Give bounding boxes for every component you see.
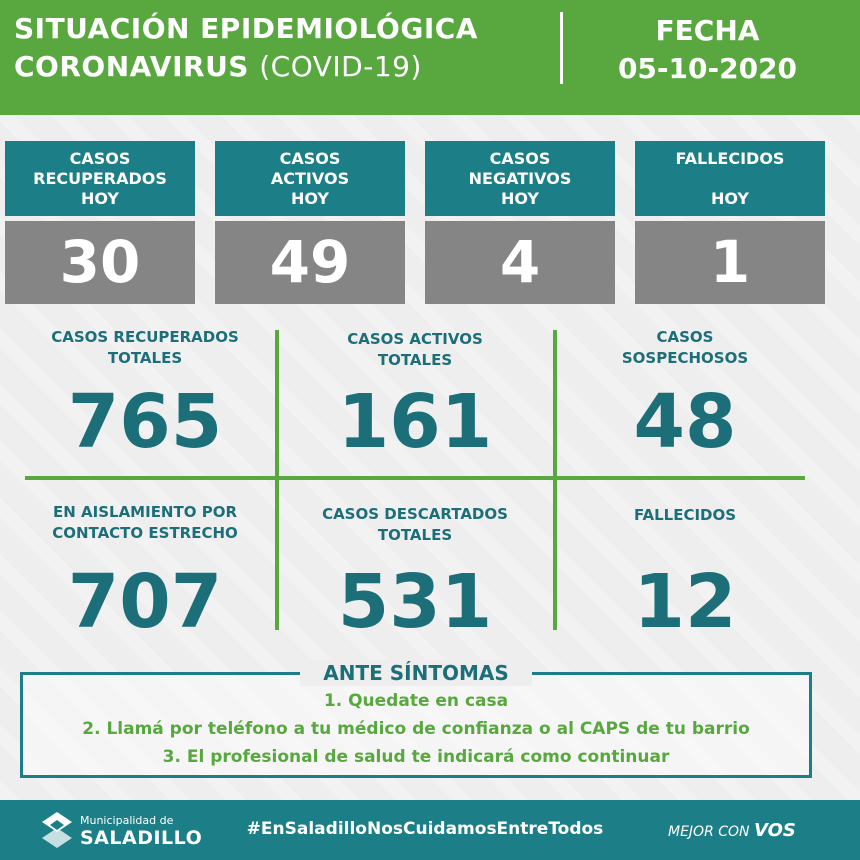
today-card-label	[5, 141, 195, 216]
today-card-label	[635, 141, 825, 216]
footer-banner	[0, 800, 860, 860]
sintomas-step-3: 3. El profesional de salud te indicará como continuar	[162, 747, 670, 767]
today-activos-card	[215, 141, 405, 304]
today-card-value: 49	[215, 221, 405, 304]
label-line: CONTACTO ESTRECHO	[52, 524, 238, 542]
header-title-coronavirus: CORONAVIRUS	[14, 50, 249, 83]
fecha-value: 05-10-2020	[617, 52, 798, 85]
label-line: TOTALES	[107, 349, 183, 367]
footer-slogan	[668, 820, 796, 841]
sintomas-title: ANTE SÍNTOMAS	[300, 660, 532, 686]
today-card-label	[215, 141, 405, 216]
footer-hashtag: #EnSaladilloNosCuidamosEntreTodos	[246, 819, 604, 839]
today-card-value: 4	[425, 221, 615, 304]
header-title-line1: SITUACIÓN EPIDEMIOLÓGICA	[14, 12, 478, 45]
header-divider	[560, 12, 563, 84]
label-line: CASOS	[69, 148, 131, 168]
total-activos-value: 161	[337, 379, 493, 465]
footer-logo-big-text: SALADILLO	[80, 827, 203, 849]
total-aislamiento-label	[20, 502, 270, 544]
total-activos-label	[290, 329, 540, 371]
label-line: FALLECIDOS	[675, 148, 785, 168]
header-title-covid: (COVID-19)	[259, 50, 422, 83]
footer-logo-small-text: Municipalidad de	[80, 814, 174, 827]
label-line: HOY	[290, 188, 329, 208]
grid-divider-vertical-2	[553, 330, 557, 630]
label-line: ACTIVOS	[270, 168, 350, 188]
label-line: HOY	[500, 188, 539, 208]
label-line: HOY	[80, 188, 119, 208]
today-card-value: 30	[5, 221, 195, 304]
label-line: FALLECIDOS	[633, 506, 737, 524]
label-line: CASOS ACTIVOS	[347, 330, 483, 348]
municipal-logo-icon	[38, 810, 76, 850]
label-line: SOSPECHOSOS	[621, 349, 749, 367]
sintomas-step-1: 1. Quedate en casa	[323, 691, 509, 711]
label-line: HOY	[710, 188, 749, 208]
header-banner	[0, 0, 860, 115]
total-aislamiento-value: 707	[67, 559, 223, 645]
total-recuperados-value: 765	[67, 379, 223, 465]
total-descartados-label	[290, 504, 540, 546]
label-line: TOTALES	[377, 351, 453, 369]
total-fallecidos-value: 12	[633, 559, 737, 645]
sintomas-step-2: 2. Llamá por teléfono a tu médico de confianza o al CAPS de tu barrio	[82, 719, 750, 739]
total-descartados-value: 531	[337, 559, 493, 645]
today-negativos-card	[425, 141, 615, 304]
slogan-emphasis: VOS	[753, 820, 796, 841]
label-line: RECUPERADOS	[33, 168, 167, 188]
label-line: TOTALES	[377, 526, 453, 544]
grid-divider-horizontal	[25, 476, 805, 480]
fecha-label: FECHA	[655, 14, 760, 47]
slogan-prefix: MEJOR CON	[668, 824, 750, 840]
header-title-line2	[14, 50, 422, 83]
label-line: NEGATIVOS	[468, 168, 572, 188]
label-line: CASOS	[279, 148, 341, 168]
total-recuperados-label	[20, 327, 270, 369]
label-line	[635, 169, 825, 189]
today-card-label	[425, 141, 615, 216]
label-line: CASOS	[656, 328, 714, 346]
total-fallecidos-label	[565, 505, 805, 526]
label-line: CASOS	[489, 148, 551, 168]
today-recuperados-card	[5, 141, 195, 304]
label-line: EN AISLAMIENTO POR	[53, 503, 237, 521]
today-fallecidos-card	[635, 141, 825, 304]
total-sospechosos-value: 48	[633, 379, 737, 465]
grid-divider-vertical-1	[275, 330, 279, 630]
label-line: CASOS DESCARTADOS	[322, 505, 508, 523]
total-sospechosos-label	[565, 327, 805, 369]
label-line: CASOS RECUPERADOS	[51, 328, 239, 346]
today-card-value: 1	[635, 221, 825, 304]
